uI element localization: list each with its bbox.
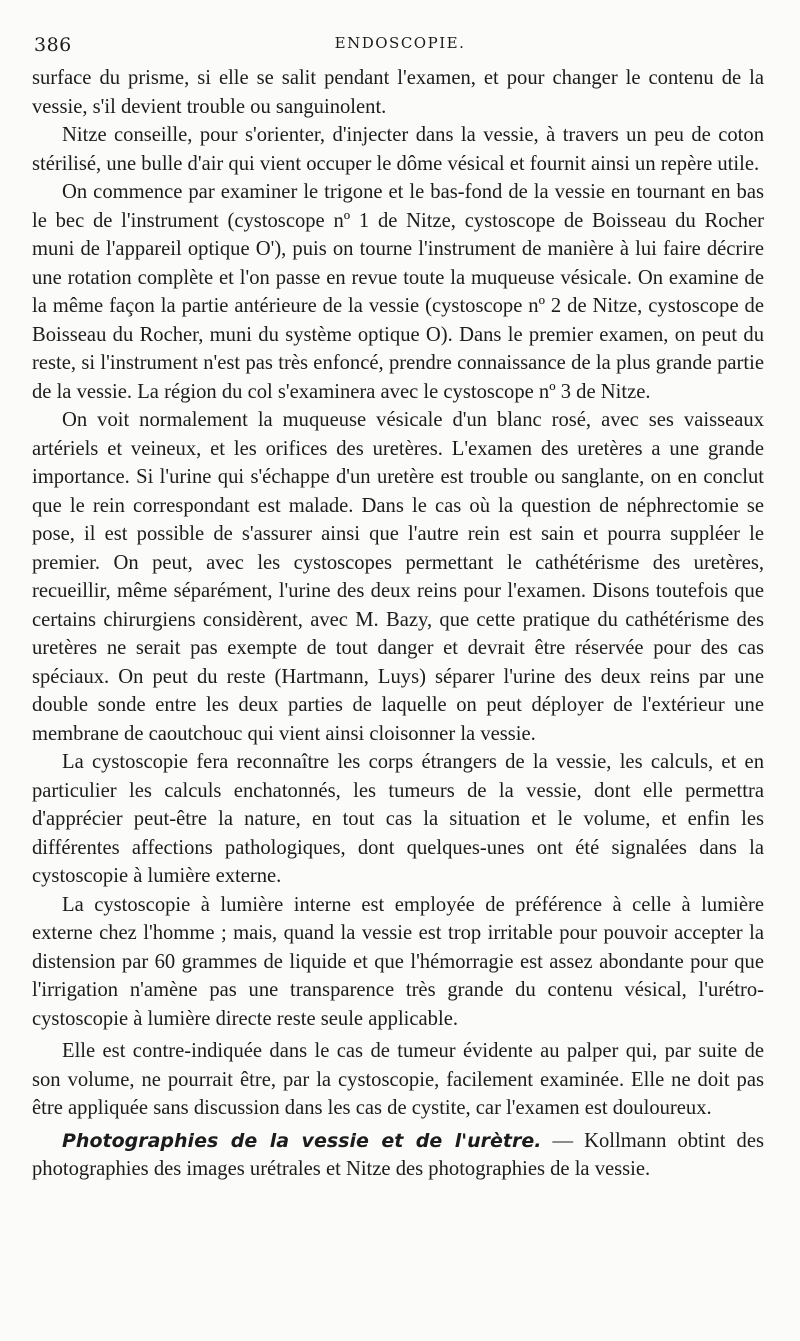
paragraph: Nitze conseille, pour s'orienter, d'injecter dans la vessie, à travers un peu de coton stérilisé, une bulle d'air qui vient occuper le dôme vésical et fournit ainsi un repère utile. (32, 124, 764, 175)
paragraph: On commence par examiner le trigone et le bas-fond de la vessie en tournant en bas le bec de l'instrument (cystoscope nº 1 de Nitze, cystoscope de Boisseau du Rocher muni de l'appareil optique O'), puis on tourne l'instrument de manière à lui faire décrire une rotation complète et l'on passe en revue toute la muqueuse vésicale. On examine de la même façon la partie antérieure de la vessie (cystoscope nº 2 de Nitze, cystoscope de Boisseau du Rocher, muni du système optique O). Dans le premier examen, on peut du reste, si l'instrument n'est pas très enfoncé, prendre connaissance de la plus grande partie de la vessie. La région du col s'examinera avec le cystoscope nº 3 de Nitze. (32, 181, 764, 403)
title-dash: — (541, 1129, 585, 1152)
paragraph: La cystoscopie fera reconnaître les corps étrangers de la vessie, les calculs, et en particulier les calculs enchatonnés, les tumeurs de la vessie, dont elle permettra d'apprécier peut-être la nature, en tout cas la situation et le volume, et enfin les différentes affections pathologiques, dont quelques-unes ont été signalées dans la cystoscopie à lumière externe. (32, 751, 764, 887)
paragraph: Elle est contre-indiquée dans le cas de tumeur évidente au palper qui, par suite de son volume, ne pourrait être, par la cystoscopie, facilement examinée. Elle ne doit pas être appliquée sans discussion dans les cas de cystite, car l'examen est douloureux. (32, 1040, 764, 1119)
paragraph: On voit normalement la muqueuse vésicale d'un blanc rosé, avec ses vaisseaux artériels et veineux, et les orifices des uretères. L'examen des uretères a une grande importance. Si l'urine qui s'échappe d'un uretère est trouble ou sanglante, on en conclut que le rein correspondant est malade. Dans le cas où la question de néphrectomie se pose, il est possible de s'assurer ainsi que l'autre rein est sain et pourra suppléer le premier. On peut, avec les cystoscopes permettant le cathétérisme des uretères, recueillir, même séparément, l'urine des deux reins pour l'examen. Disons toutefois que certains chirurgiens considèrent, avec M. Bazy, que cette pratique du cathétérisme des uretères ne serait pas exempte de tout danger et devrait être réservée pour des cas spéciaux. On peut du reste (Hartmann, Luys) séparer l'urine des deux reins par une double sonde entre les deux parties de laquelle on peut déployer de l'extérieur une membrane de caoutchouc qui vient ainsi cloisonner la vessie. (32, 409, 764, 745)
paragraph-text: Kollmann obtint des photographies des images urétrales et Nitze des photographies de la vessie. (32, 1129, 764, 1180)
body-text (32, 64, 764, 1184)
running-head: ENDOSCOPIE. (334, 34, 466, 52)
page-header (28, 28, 772, 58)
section-title: Photographies de la vessie et de l'urètre. (62, 1129, 542, 1152)
paragraph-continued: surface du prisme, si elle se salit pendant l'examen, et pour changer le contenu de la vessie, s'il devient trouble ou sanguinolent. (32, 67, 764, 118)
paragraph-photographies (32, 1127, 764, 1184)
page-number: 386 (34, 34, 72, 56)
paragraph: La cystoscopie à lumière interne est employée de préférence à celle à lumière externe chez l'homme ; mais, quand la vessie est trop irritable pour pouvoir accepter la distension par 60 grammes de liquide et que l'hémorragie est assez abondante pour que l'irrigation n'amène pas une transparence très grande du contenu vésical, l'urétro-cystoscopie à lumière directe reste seule applicable. (32, 893, 764, 1030)
